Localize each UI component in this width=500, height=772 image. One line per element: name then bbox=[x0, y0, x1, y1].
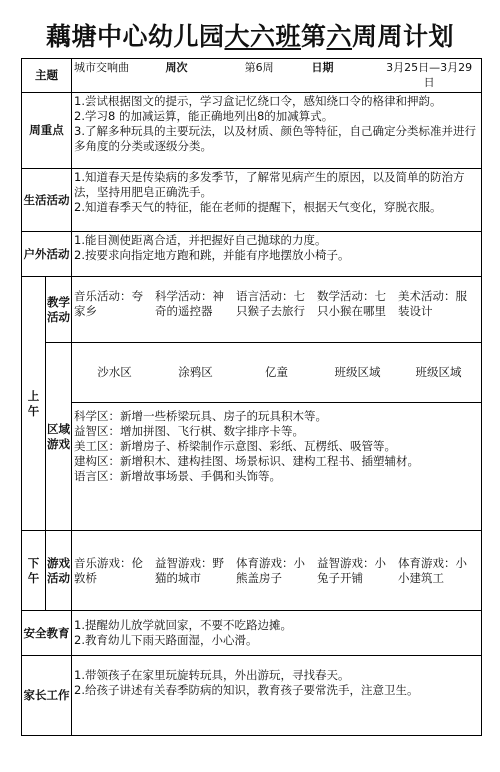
afternoon-label: 下午 bbox=[22, 531, 46, 611]
safety-row bbox=[22, 611, 482, 656]
parents-label: 家长工作 bbox=[22, 656, 72, 736]
date-label: 日期 bbox=[311, 61, 334, 74]
header-row bbox=[22, 59, 482, 93]
area-row bbox=[22, 343, 482, 403]
teach-item-1: 音乐活动：夸家乡 bbox=[74, 289, 143, 318]
date-value: 3月25日—3月29日 bbox=[386, 61, 473, 89]
area-2: 涂鸦区 bbox=[178, 365, 213, 379]
focus-content bbox=[72, 93, 482, 169]
life-label: 生活活动 bbox=[22, 169, 72, 232]
focus-item-1: 1.尝试根据图文的提示，学习盒记忆绕口令，感知绕口令的格律和押韵。 bbox=[74, 94, 442, 108]
area-label: 区域游戏 bbox=[46, 343, 72, 531]
area-detail-3: 美工区：新增房子、桥梁制作示意图、彩纸、瓦楞纸、吸管等。 bbox=[74, 439, 396, 453]
teach-item-3: 语言活动：七只猴子去旅行 bbox=[236, 289, 305, 318]
outdoor-row bbox=[22, 232, 482, 277]
game-label: 游戏活动 bbox=[46, 531, 72, 611]
life-content bbox=[72, 169, 482, 232]
safety-item-1: 1.提醒幼儿放学就回家，不要不吃路边摊。 bbox=[74, 618, 292, 632]
outdoor-label: 户外活动 bbox=[22, 232, 72, 277]
outdoor-content bbox=[72, 232, 482, 277]
teach-item-2: 科学活动：神奇的遥控器 bbox=[155, 289, 224, 318]
parents-content bbox=[72, 656, 482, 736]
title-suffix: 周周计划 bbox=[352, 22, 455, 51]
area-4: 班级区域 bbox=[334, 365, 381, 379]
safety-content bbox=[72, 611, 482, 656]
parents-item-1: 1.带领孩子在家里玩旋转玩具，外出游玩，寻找春天。 bbox=[74, 668, 350, 682]
teach-content bbox=[72, 277, 482, 343]
focus-item-2: 2.学习8 的加减运算，能正确地列出8的加减算式。 bbox=[74, 109, 334, 123]
game-item-5: 体育游戏：小小建筑工 bbox=[398, 555, 467, 585]
game-item-3: 体育游戏：小熊盖房子 bbox=[236, 555, 305, 585]
area-3: 亿童 bbox=[265, 365, 288, 379]
morning-teach-row bbox=[22, 277, 482, 343]
afternoon-row bbox=[22, 531, 482, 611]
outdoor-item-1: 1.能目测使距离合适，并把握好自己抛球的力度。 bbox=[74, 233, 327, 247]
area-detail-row bbox=[22, 403, 482, 531]
parents-item-2: 2.给孩子讲述有关春季防病的知识，教育孩子要常洗手，注意卫生。 bbox=[74, 683, 419, 697]
weekly-plan-table bbox=[21, 58, 482, 736]
teach-item-5: 美术活动：服装设计 bbox=[398, 289, 467, 318]
header-info bbox=[72, 59, 482, 93]
area-detail-5: 语言区：新增故事场景、手偶和头饰等。 bbox=[74, 469, 281, 483]
area-5: 班级区域 bbox=[415, 365, 462, 379]
theme-value: 城市交响曲 bbox=[74, 61, 129, 74]
area-detail-1: 科学区：新增一些桥梁玩具、房子的玩具积木等。 bbox=[74, 409, 327, 423]
teach-label: 教学活动 bbox=[46, 277, 72, 343]
game-item-4: 益智游戏：小兔子开铺 bbox=[317, 555, 386, 585]
page-title bbox=[0, 22, 500, 52]
life-item-2: 2.知道春季天气的特征，能在老师的提醒下，根据天气变化，穿脱衣服。 bbox=[74, 200, 442, 214]
title-week-number: 六 bbox=[326, 22, 353, 51]
game-item-2: 益智游戏：野猫的城市 bbox=[155, 555, 224, 585]
week-value: 第6周 bbox=[244, 61, 274, 74]
area-1: 沙水区 bbox=[97, 365, 132, 379]
theme-label: 主题 bbox=[22, 59, 72, 93]
focus-row bbox=[22, 93, 482, 169]
focus-item-3: 3.了解多种玩具的主要玩法，以及材质、颜色等特征，自己确定分类标准并进行多角度的分类或逐级分类。 bbox=[74, 124, 476, 153]
title-school: 藕塘中心幼儿园 bbox=[45, 22, 225, 51]
life-item-1: 1.知道春天是传染病的多发季节，了解常见病产生的原因，以及简单的防治方法，坚持用肥皂正确洗手。 bbox=[74, 170, 465, 199]
title-di: 第 bbox=[300, 22, 327, 51]
game-item-1: 音乐游戏：伦敦桥 bbox=[74, 555, 143, 585]
teach-item-4: 数学活动：七只小猴在哪里 bbox=[317, 289, 386, 318]
focus-label: 周重点 bbox=[22, 93, 72, 169]
safety-label: 安全教育 bbox=[22, 611, 72, 656]
life-row bbox=[22, 169, 482, 232]
area-details bbox=[72, 403, 482, 531]
parents-row bbox=[22, 656, 482, 736]
title-class: 大六班 bbox=[224, 22, 301, 51]
week-label: 周次 bbox=[165, 61, 188, 74]
safety-item-2: 2.教育幼儿下雨天路面湿，小心滑。 bbox=[74, 633, 258, 647]
area-detail-4: 建构区：新增积木、建构挂图、场景标识、建构工程书、插塑辅材。 bbox=[74, 454, 419, 468]
area-detail-2: 益智区：增加拼图、飞行棋、数字排序卡等。 bbox=[74, 424, 304, 438]
morning-label: 上午 bbox=[22, 277, 46, 531]
game-content bbox=[72, 531, 482, 611]
area-list bbox=[72, 343, 482, 403]
outdoor-item-2: 2.按要求向指定地方跑和跳，并能有序地摆放小椅子。 bbox=[74, 248, 350, 262]
